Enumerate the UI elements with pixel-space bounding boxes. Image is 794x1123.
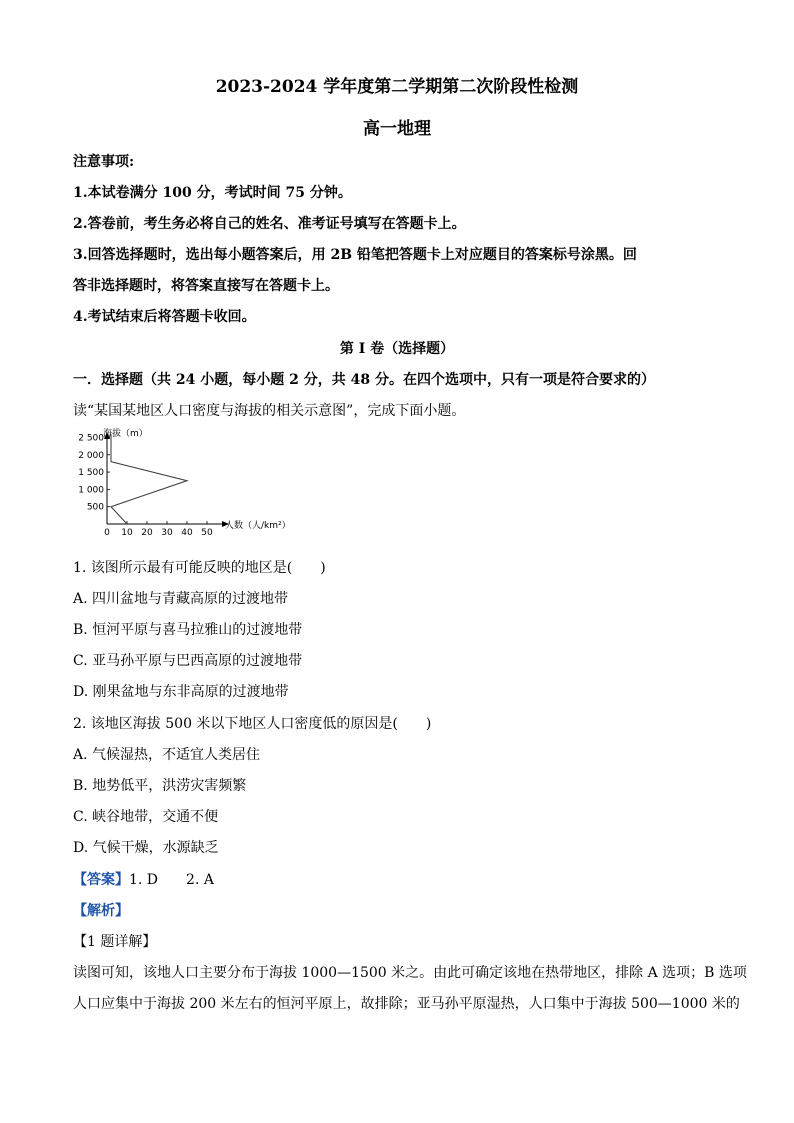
notice-item-1: 1.本试卷满分 100 分，考试时间 75 分钟。	[73, 185, 352, 201]
answer-tag: 【答案】	[73, 872, 129, 888]
x-tick-label: 50	[201, 528, 213, 538]
q1-option-a: A. 四川盆地与青藏高原的过渡地带	[73, 591, 289, 607]
q2-option-c: C. 峡谷地带，交通不便	[73, 809, 219, 825]
analysis-tag: 【解析】	[73, 903, 129, 919]
notice-item-4: 4.考试结束后将答题卡收回。	[73, 309, 256, 325]
x-axis-label: 人数（人/km²）	[225, 521, 291, 531]
notice-item-2: 2.答卷前，考生务必将自己的姓名、准考证号填写在答题卡上。	[73, 216, 466, 232]
population-altitude-chart	[73, 426, 293, 546]
q1-stem: 1. 该图所示最有可能反映的地区是( )	[73, 560, 326, 576]
x-tick-label: 30	[161, 528, 173, 538]
answer-text: 1. D 2. A	[129, 872, 214, 888]
notice-heading: 注意事项:	[73, 154, 135, 170]
y-tick-label: 1 500	[78, 468, 104, 479]
y-tick-label: 2 500	[78, 433, 104, 444]
q2-option-a: A. 气候湿热，不适宜人类居住	[73, 747, 261, 763]
y-axis-label: 海拔（m）	[103, 429, 148, 439]
y-tick-label: 500	[86, 502, 104, 513]
analysis-text-1: 读图可知，该地人口主要分布于海拔 1000—1500 米之。由此可确定该地在热带地区，排除 A 选项；B 选项	[73, 965, 747, 981]
q1-option-b: B. 恒河平原与喜马拉雅山的过渡地带	[73, 622, 303, 638]
detail-heading: 【1 题详解】	[73, 934, 157, 950]
answer-line	[73, 869, 733, 889]
population-line	[111, 434, 187, 524]
q1-option-d: D. 刚果盆地与东非高原的过渡地带	[73, 684, 289, 700]
x-tick-label: 40	[181, 528, 193, 538]
y-tick-label: 1 000	[78, 485, 104, 496]
y-tick-label: 2 000	[78, 450, 104, 461]
q2-option-b: B. 地势低平，洪涝灾害频繁	[73, 778, 247, 794]
x-tick-label: 20	[141, 528, 153, 538]
analysis-line	[73, 900, 733, 920]
page-subtitle: 高一地理	[363, 119, 431, 139]
notice-item-3: 3.回答选择题时，选出每小题答案后，用 2B 铅笔把答题卡上对应题目的答案标号涂黑。回	[73, 247, 637, 263]
q1-option-c: C. 亚马孙平原与巴西高原的过渡地带	[73, 653, 303, 669]
x-tick-label: 0	[104, 528, 110, 538]
part-heading: 一．选择题（共 24 小题，每小题 2 分，共 48 分。在四个选项中，只有一项是符合要求的）	[73, 372, 655, 388]
q2-stem: 2. 该地区海拔 500 米以下地区人口密度低的原因是( )	[73, 716, 432, 732]
x-tick-label: 10	[121, 528, 133, 538]
analysis-text-2: 人口应集中于海拔 200 米左右的恒河平原上，故排除；亚马孙平原湿热，人口集中于海拔 500—1000 米的	[73, 996, 740, 1012]
page-title: 2023-2024 学年度第二学期第二次阶段性检测	[215, 77, 579, 97]
question-intro: 读“某国某地区人口密度与海拔的相关示意图”，完成下面小题。	[73, 403, 466, 419]
notice-item-3-cont: 答非选择题时，将答案直接写在答题卡上。	[73, 278, 339, 294]
q2-option-d: D. 气候干燥，水源缺乏	[73, 840, 219, 856]
section-title: 第 I 卷（选择题）	[339, 341, 455, 357]
